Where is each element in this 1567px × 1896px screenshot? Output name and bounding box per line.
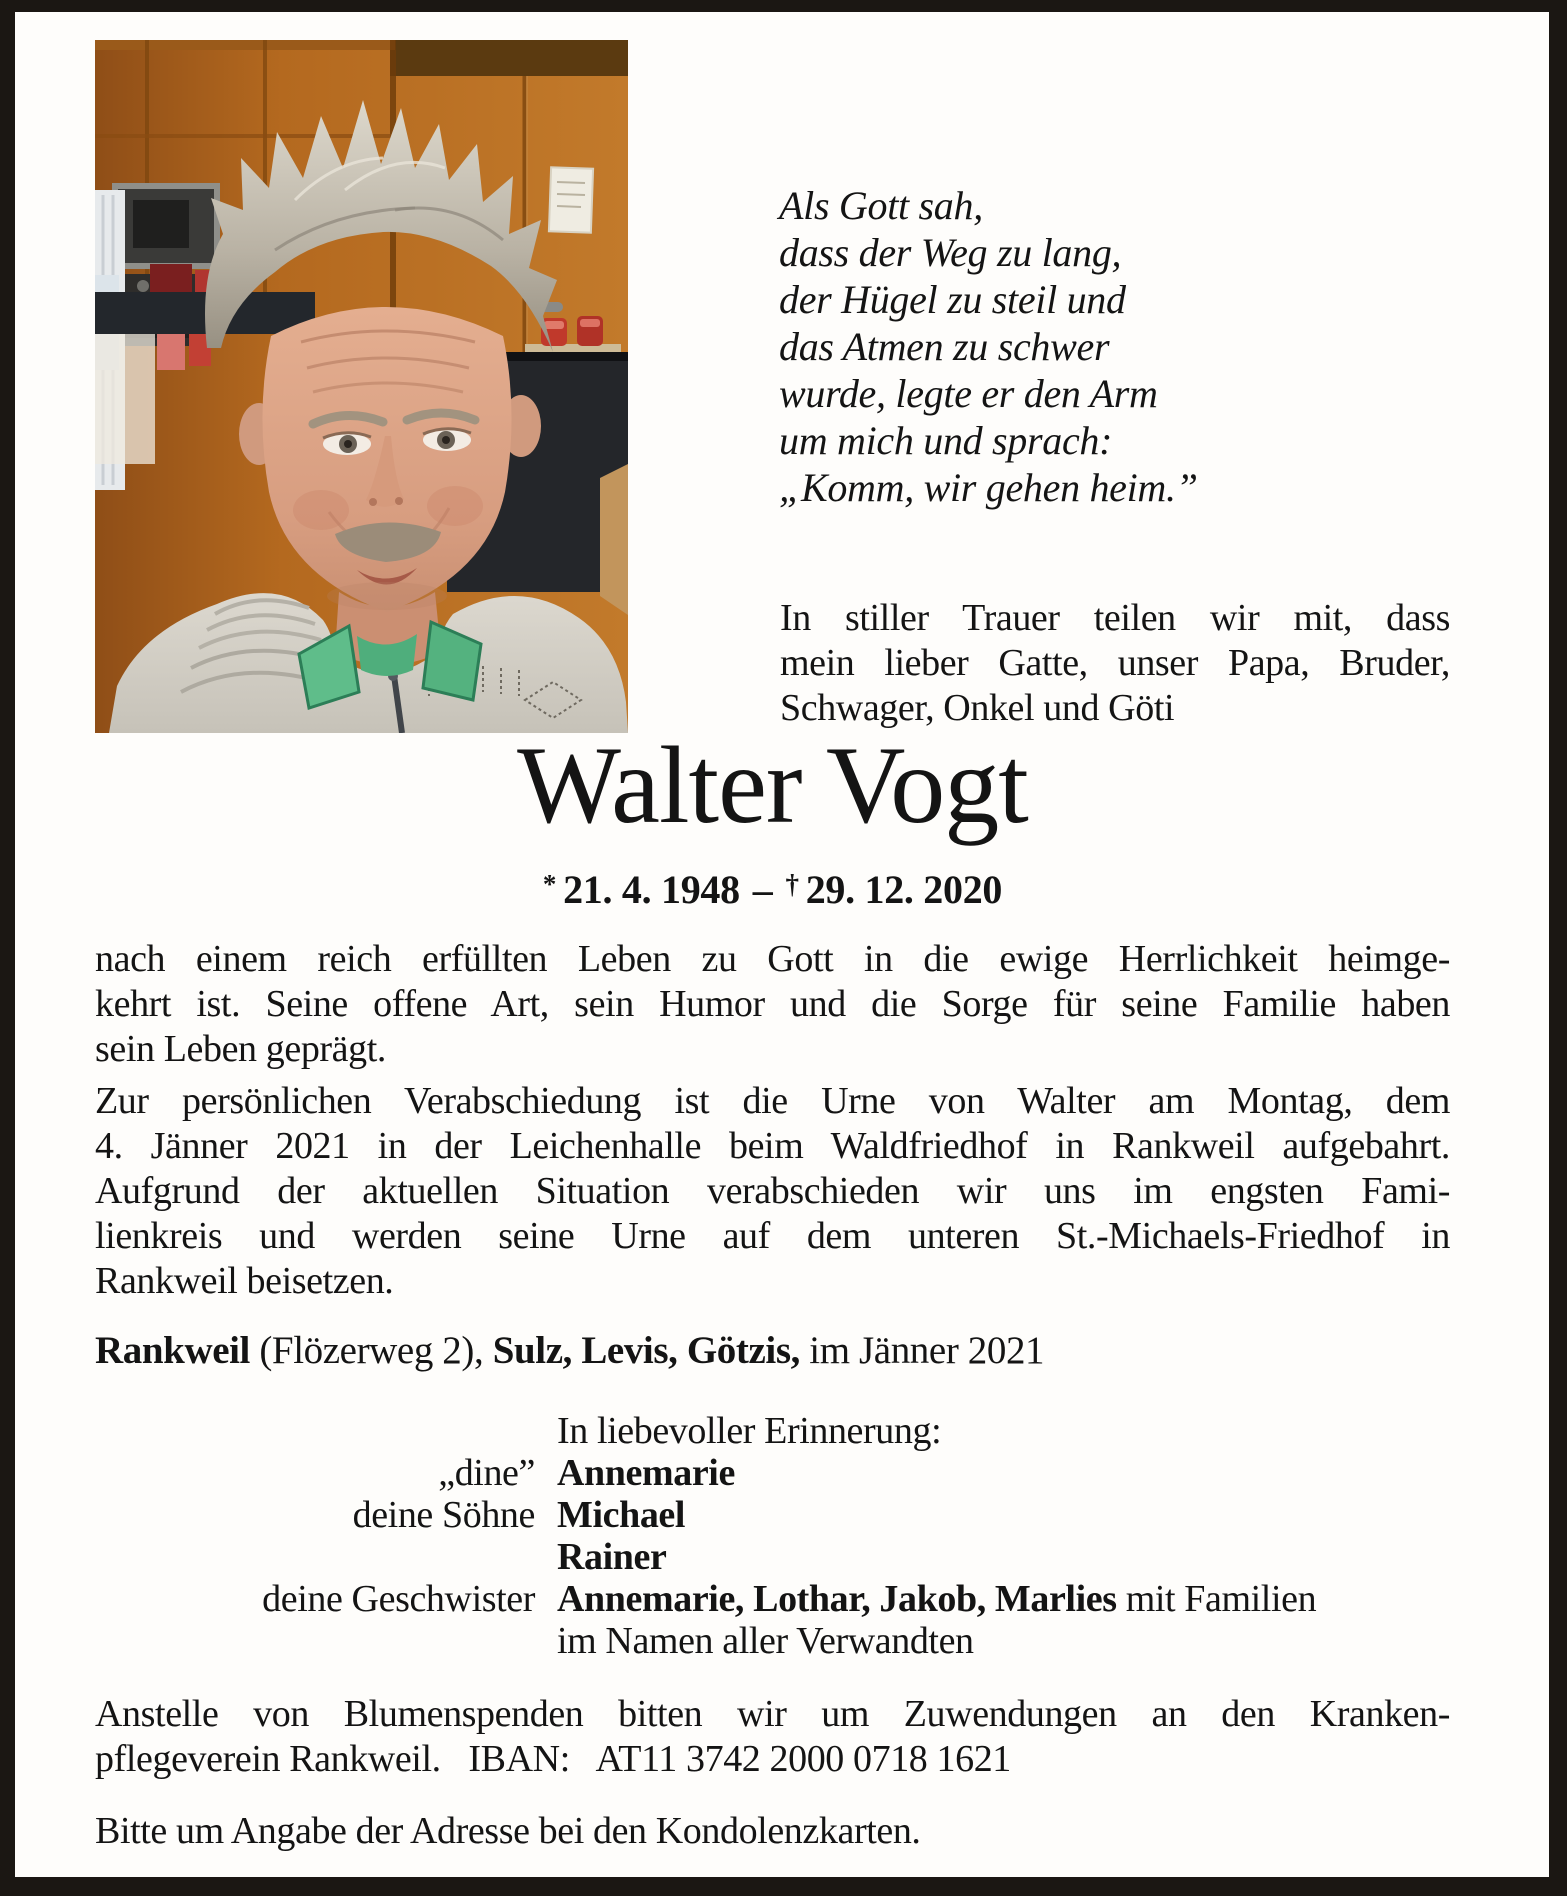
mourner-row xyxy=(95,1452,1450,1494)
poem-line: der Hügel zu steil und xyxy=(779,277,1126,322)
paragraph-line: Rankweil beisetzen. xyxy=(95,1260,394,1302)
dates-separator: – xyxy=(752,867,773,912)
mourner-name: Michael xyxy=(557,1494,686,1536)
mourner-name: Rainer xyxy=(557,1536,667,1578)
mourner-name: Annemarie, Lothar, Jakob, Marlies xyxy=(557,1578,1117,1620)
dateline-month: im Jänner 2021 xyxy=(799,1329,1045,1372)
paragraph-burial xyxy=(95,1169,1450,1304)
paragraph-line: Aufgrund der aktuellen Situation verabschieden wir uns im engsten Fami- xyxy=(95,1170,1450,1212)
mourner-label: „dine” xyxy=(438,1452,535,1494)
donation-iban-line: pflegeverein Rankweil. IBAN: AT11 3742 2000 0718 1621 xyxy=(95,1738,1011,1780)
paragraph-line: kehrt ist. Seine offene Art, sein Humor und die Sorge für seine Familie haben xyxy=(95,983,1450,1025)
deceased-name: Walter Vogt xyxy=(517,724,1028,846)
poem-line: das Atmen zu schwer xyxy=(779,324,1110,369)
life-dates xyxy=(95,866,1450,913)
mourner-suffix: im Namen aller Verwandten xyxy=(557,1620,974,1662)
mourner-label: deine Söhne xyxy=(352,1494,535,1536)
mourner-row xyxy=(95,1536,1450,1578)
birth-star-symbol: * xyxy=(542,869,557,899)
mourner-name: Annemarie xyxy=(557,1452,735,1494)
poem-line: wurde, legte er den Arm xyxy=(779,371,1158,416)
intro-line: In stiller Trauer teilen wir mit, dass xyxy=(780,597,1450,639)
mourners-block xyxy=(95,1410,1450,1662)
donation-note xyxy=(95,1692,1450,1782)
poem-line: Als Gott sah, xyxy=(779,183,983,228)
dateline xyxy=(95,1328,1044,1373)
paragraph-farewell xyxy=(95,1079,1450,1169)
birth-date: 21. 4. 1948 xyxy=(563,867,740,912)
memorial-poem xyxy=(779,182,1219,511)
mourner-label xyxy=(95,1620,535,1662)
death-cross-symbol: † xyxy=(785,869,799,899)
mourner-label: deine Geschwister xyxy=(262,1578,535,1620)
mourner-label xyxy=(95,1536,535,1578)
poem-line: „Komm, wir gehen heim.” xyxy=(779,465,1198,510)
mourner-row xyxy=(95,1620,1450,1662)
dateline-place-main: Rankweil xyxy=(95,1329,250,1372)
paragraph-line: 4. Jänner 2021 in der Leichenhalle beim Waldfriedhof in Rankweil aufgebahrt. xyxy=(95,1125,1450,1167)
photo-floor xyxy=(600,464,628,615)
mourner-row xyxy=(95,1578,1450,1620)
paragraph-line: lienkreis und werden seine Urne auf dem unteren St.-Michaels-Friedhof in xyxy=(95,1215,1450,1257)
paragraph-line: nach einem reich erfüllten Leben zu Gott in die ewige Herrlichkeit heimge- xyxy=(95,938,1450,980)
mourner-row xyxy=(95,1494,1450,1536)
paragraph-line: Zur persönlichen Verabschiedung ist die Urne von Walter am Montag, dem xyxy=(95,1080,1450,1122)
intro-line: mein lieber Gatte, unser Papa, Bruder, xyxy=(780,642,1450,684)
portrait-photo xyxy=(95,40,628,733)
paragraph-life xyxy=(95,937,1450,1072)
intro-line: Schwager, Onkel und Göti xyxy=(780,687,1175,729)
poem-line: dass der Weg zu lang, xyxy=(779,230,1122,275)
mourner-suffix: mit Familien xyxy=(1116,1578,1317,1620)
closing-note: Bitte um Angabe der Adresse bei den Kondolenzkarten. xyxy=(95,1810,921,1852)
paragraph-line: sein Leben geprägt. xyxy=(95,1028,387,1070)
poem-line: um mich und sprach: xyxy=(779,418,1113,463)
dateline-address: (Flözerweg 2), xyxy=(250,1329,493,1372)
dateline-places-other: Sulz, Levis, Götzis, xyxy=(492,1329,800,1372)
mourners-header: In liebevoller Erinnerung: xyxy=(557,1410,942,1452)
portrait-photo-illustration xyxy=(95,40,628,733)
death-date: 29. 12. 2020 xyxy=(805,867,1003,912)
announcement-intro xyxy=(780,596,1450,731)
donation-line: Anstelle von Blumenspenden bitten wir um Zuwendungen an den Kranken- xyxy=(95,1693,1450,1735)
